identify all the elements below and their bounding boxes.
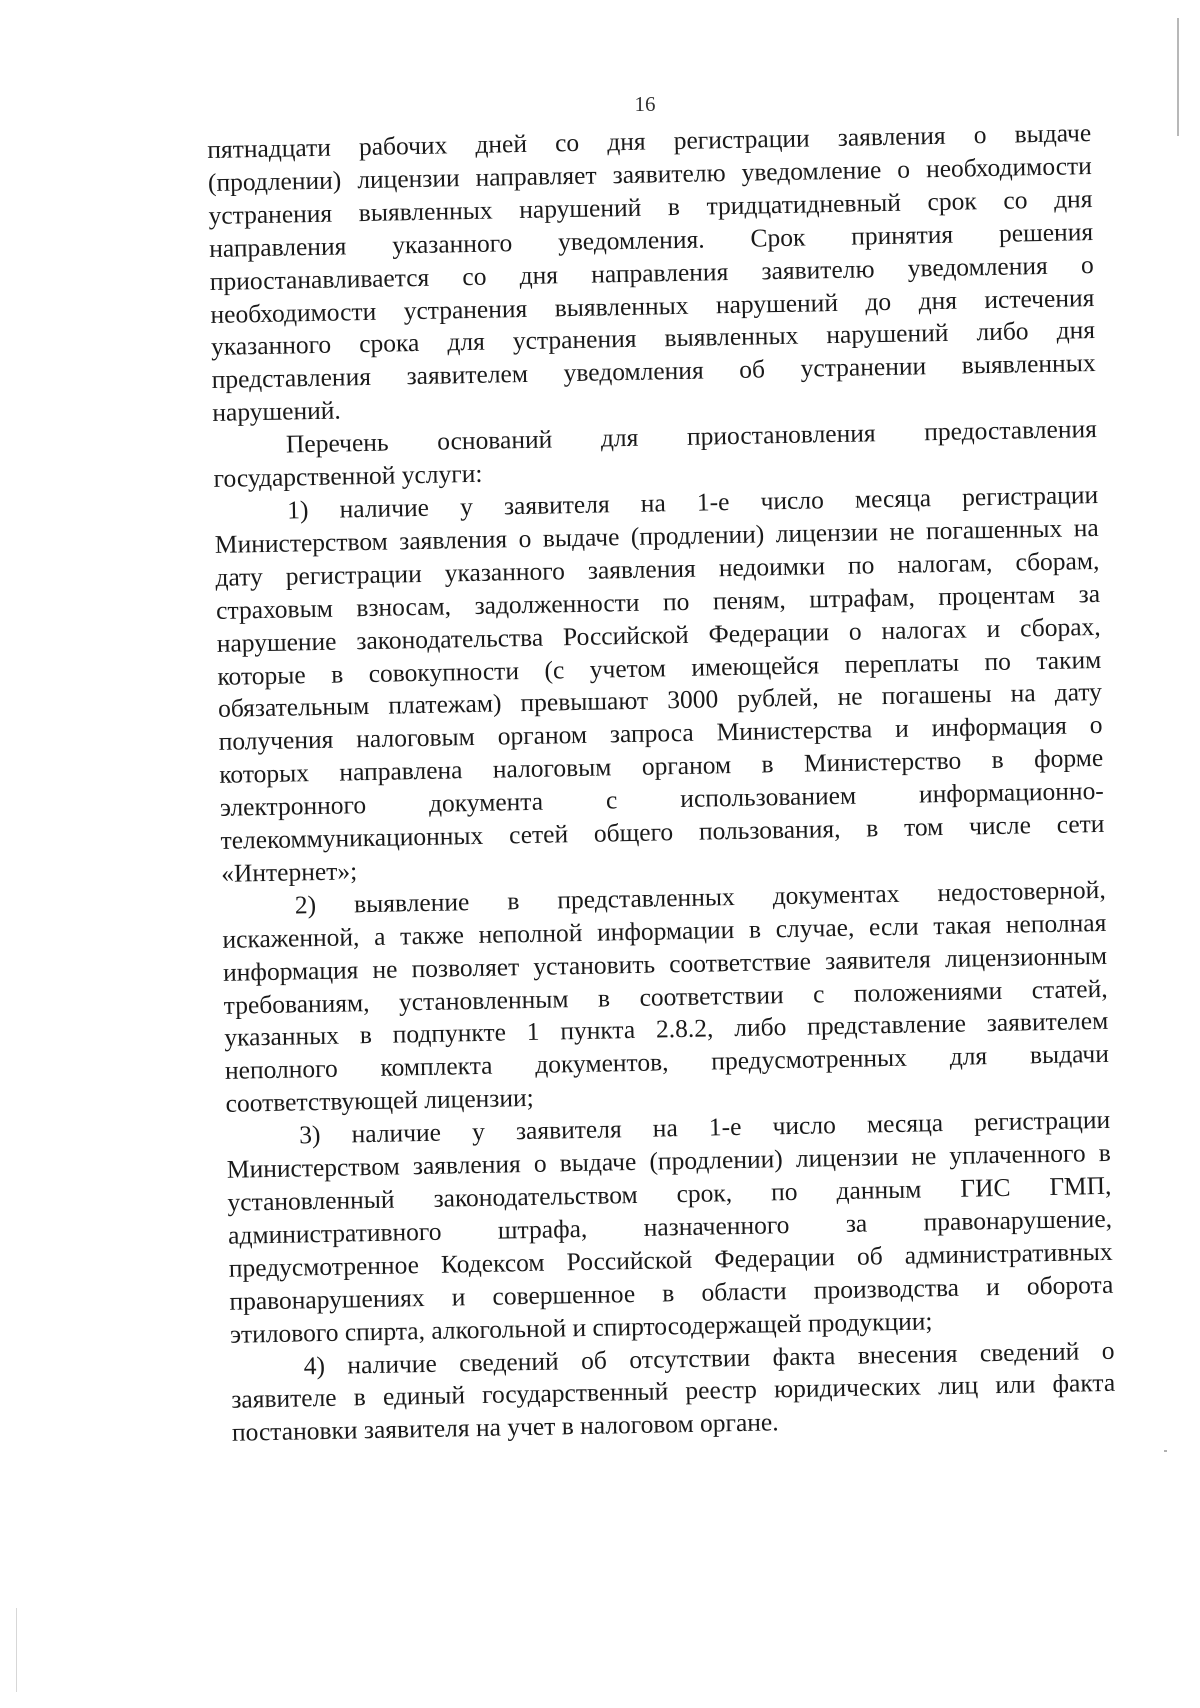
text-line: Министерством заявления о выдаче (продлении) лицензии не уплаченного в xyxy=(226,1137,1111,1184)
list-item-3 xyxy=(226,1104,1114,1351)
text-line: заявителе в единый государственный реестр юридических лиц или факта xyxy=(231,1368,1116,1415)
page-number: 16 xyxy=(634,92,656,116)
text-line: которых направлена налоговым органом в Министерство в форме xyxy=(219,743,1104,790)
scan-speck xyxy=(1164,1450,1167,1452)
text-line: этилового спирта, алкогольной и спиртосодержащей продукции; xyxy=(229,1305,933,1349)
text-line: обязательным платежам) превышают 3000 рублей, не погашены на дату xyxy=(217,677,1103,724)
text-line: (продлении) лицензии направляет заявителю уведомление о необходимости xyxy=(207,150,1093,197)
text-line: 4) наличие сведений об отсутствии факта внесения сведений о xyxy=(303,1335,1115,1380)
document-body xyxy=(207,117,1116,1450)
text-line: нарушений. xyxy=(212,395,342,428)
text-line: которые в совокупности (с учетом имеющейся переплаты по таким xyxy=(217,644,1102,691)
text-line: страховым взносам, задолженности по пеням, штрафам, процентам за xyxy=(215,578,1101,625)
text-line: информация не позволяет установить соответствие заявителя лицензионным xyxy=(222,940,1108,987)
text-line: постановки заявителя на учет в налоговом органе. xyxy=(231,1407,779,1448)
text-line: 3) наличие у заявителя на 1-е число месяца регистрации xyxy=(298,1105,1111,1150)
text-line: установленный законодательством срок, по данным ГИС ГМП, xyxy=(227,1170,1112,1217)
text-line: правонарушениях и совершенное в области производства и оборота xyxy=(229,1269,1114,1316)
text-line: «Интернет»; xyxy=(220,856,358,888)
text-line: устранения выявленных нарушений в тридцатидневный срок со дня xyxy=(208,183,1093,230)
text-line: искаженной, а также неполной информации в случае, если такая неполная xyxy=(222,907,1107,954)
text-line: дату регистрации указанного заявления недоимки по налогам, сборам, xyxy=(215,545,1100,592)
text-line: неполного комплекта документов, предусмотренных для выдачи xyxy=(224,1039,1110,1086)
list-item-2 xyxy=(222,874,1110,1121)
text-line: направления указанного уведомления. Срок принятия решения xyxy=(208,216,1094,263)
text-line: государственной услуги: xyxy=(213,458,483,493)
list-item-1 xyxy=(214,479,1105,891)
scan-edge-right xyxy=(1177,18,1179,136)
text-line: административного штрафа, назначенного за правонарушение, xyxy=(227,1203,1113,1250)
text-line: соответствующей лицензии; xyxy=(225,1083,534,1119)
text-line: Перечень оснований для приостановления предоставления xyxy=(285,414,1098,459)
text-line: Министерством заявления о выдаче (продлении) лицензии не погашенных на xyxy=(214,512,1099,559)
text-line: телекоммуникационных сетей общего пользования, в том числе сети xyxy=(220,808,1105,855)
text-line: указанного срока для устранения выявленных нарушений либо дня xyxy=(210,315,1096,362)
text-line: получения налоговым органом запроса Министерства и информация о xyxy=(218,710,1103,757)
scan-edge-left xyxy=(16,1608,17,1692)
text-line: электронного документа с использованием информационно- xyxy=(219,776,1105,822)
text-line: представления заявителем уведомления об устранении выявленных xyxy=(211,348,1096,395)
text-line: предусмотренное Кодексом Российской Федерации об административных xyxy=(228,1236,1113,1283)
text-line: необходимости устранения выявленных нарушений до дня истечения xyxy=(210,282,1095,329)
text-line: нарушение законодательства Российской Федерации о налогах и сборах, xyxy=(216,611,1101,658)
text-line: 1) наличие у заявителя на 1-е число месяца регистрации xyxy=(286,479,1099,525)
text-line: 2) выявление в представленных документах недостоверной, xyxy=(294,874,1106,920)
list-item-4 xyxy=(230,1334,1116,1450)
text-line: требованиям, установленным в соответствии с положениями статей, xyxy=(223,973,1108,1020)
text-line: указанных в подпункте 1 пункта 2.8.2, либо представление заявителем xyxy=(224,1006,1109,1053)
text-line: пятнадцати рабочих дней со дня регистрации заявления о выдаче xyxy=(207,118,1092,164)
text-line: приостанавливается со дня направления заявителю уведомления о xyxy=(209,249,1094,296)
paragraph-suspension-term xyxy=(207,117,1097,430)
